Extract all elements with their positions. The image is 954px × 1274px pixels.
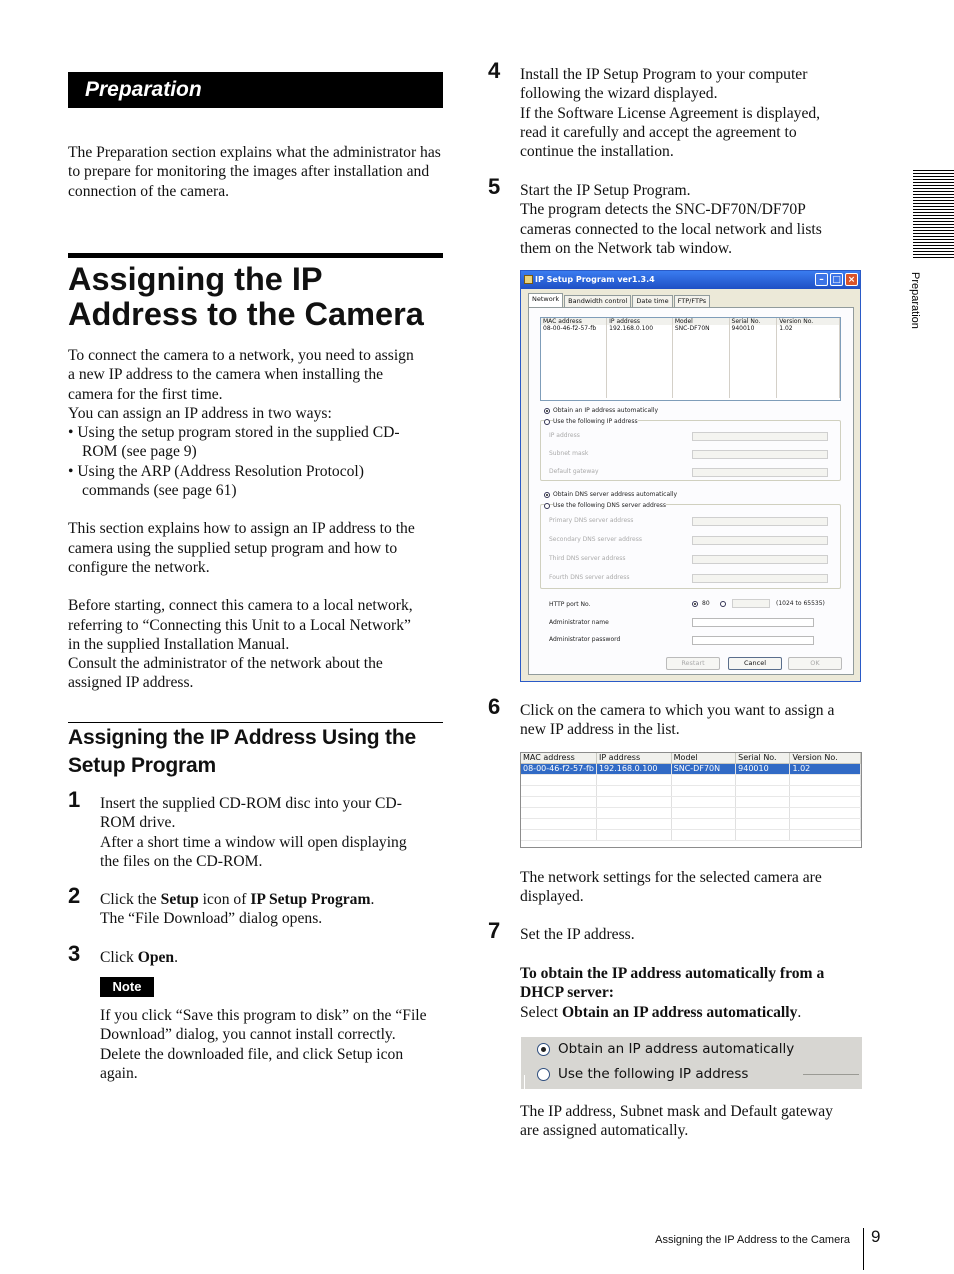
dns2-field <box>692 536 828 545</box>
restart-button: Restart <box>666 657 720 670</box>
footer-rule <box>863 1228 864 1270</box>
cancel-button: Cancel <box>728 657 782 670</box>
table-header <box>521 753 861 764</box>
admin-name-field <box>692 618 814 627</box>
tab-bandwidth: Bandwidth control <box>564 295 631 307</box>
step-2-text <box>100 890 450 929</box>
dialog-title: IP Setup Program ver1.3.4 <box>535 275 655 284</box>
step-line: Install the IP Setup Program to your computer <box>520 66 808 83</box>
step-number: 7 <box>488 918 501 943</box>
camera-table <box>540 317 841 401</box>
field-label: Fourth DNS server address <box>549 574 630 581</box>
step-1-text <box>100 794 450 871</box>
field-label: Third DNS server address <box>549 555 626 562</box>
para3-line: referring to “Connecting this Unit to a Local Network” <box>68 616 411 634</box>
bullet-item <box>68 462 453 501</box>
step-number: 2 <box>68 883 81 908</box>
dialog-tabs <box>528 295 711 307</box>
subheading-line1: Assigning the IP Address Using the <box>68 726 416 749</box>
close-icon: × <box>845 273 858 286</box>
col-header: Model <box>672 318 729 325</box>
bullet-line: • Using the ARP (Address Resolution Protocol) <box>68 462 364 480</box>
http-custom-radio <box>720 601 726 607</box>
field-label: Secondary DNS server address <box>549 536 642 543</box>
bullet-line: ROM (see page 9) <box>82 443 197 461</box>
note-text <box>100 1006 450 1083</box>
network-panel <box>528 307 854 675</box>
tab-ftp: FTP/FTPs <box>674 295 711 307</box>
step-7-text: Set the IP address. <box>520 926 635 943</box>
table-row-selected <box>521 764 861 775</box>
intro-paragraph: The Preparation section explains what the administrator has to prepare for monitoring the images after installation and connection of the camera. <box>68 144 441 200</box>
dns4-field <box>692 574 828 583</box>
dhcp-heading-line: DHCP server: <box>520 984 614 1002</box>
use-following-label: Use the following IP address <box>558 1066 749 1082</box>
footer-title: Assigning the IP Address to the Camera <box>655 1234 850 1246</box>
subheading <box>68 724 448 780</box>
subheading-line2: Setup Program <box>68 754 216 777</box>
cell: 940010 <box>736 764 790 775</box>
step-line: After a short time a window will open displaying <box>100 833 407 851</box>
obtain-auto-label: Obtain an IP address automatically <box>558 1041 795 1057</box>
para2-line: configure the network. <box>68 558 210 576</box>
cell: 940010 <box>729 325 777 332</box>
gateway-field <box>692 468 828 477</box>
para3-line: in the supplied Installation Manual. <box>68 635 290 653</box>
para1-line: To connect the camera to a network, you need to assign <box>68 347 414 364</box>
col-header: IP address <box>607 318 673 325</box>
col-header: Version No. <box>790 753 861 764</box>
http-port-label: HTTP port No. <box>549 601 591 608</box>
step-line: The “File Download” dialog opens. <box>100 910 323 928</box>
side-tab-label: Preparation <box>909 272 921 329</box>
text-line: displayed. <box>520 888 584 906</box>
cell: SNC-DF70N <box>671 764 736 775</box>
dns-auto-radio <box>544 492 550 498</box>
step-line: the files on the CD-ROM. <box>100 852 263 870</box>
obtain-auto-radio <box>537 1043 550 1056</box>
bullet-line: • Using the setup program stored in the supplied CD- <box>68 424 400 442</box>
para2-line: This section explains how to assign an IP address to the <box>68 520 415 538</box>
tab-network: Network <box>528 293 563 307</box>
ip-address-field <box>692 432 828 441</box>
dhcp-heading-line: To obtain the IP address automatically from a <box>520 965 825 982</box>
cell: 08-00-46-f2-57-fb <box>541 325 607 332</box>
after-list-text <box>520 868 870 907</box>
cell: 1.02 <box>777 325 840 332</box>
cell: 08-00-46-f2-57-fb <box>521 764 596 775</box>
note-line: Delete the downloaded file, and click Setup icon <box>100 1045 404 1063</box>
bullet-line: commands (see page 61) <box>82 482 237 500</box>
step-number: 6 <box>488 694 501 719</box>
text-line: The network settings for the selected camera are <box>520 869 822 886</box>
col-header: IP address <box>596 753 671 764</box>
side-tab-lines <box>913 170 954 260</box>
field-label: Primary DNS server address <box>549 517 634 524</box>
cell: 192.168.0.100 <box>596 764 671 775</box>
ip-auto-radio <box>544 408 550 414</box>
body-text-block <box>68 346 453 693</box>
step-5-text <box>520 181 870 258</box>
ip-auto-label: Obtain an IP address automatically <box>553 407 659 414</box>
step-number: 1 <box>68 787 81 812</box>
radio-options-screenshot <box>521 1037 862 1089</box>
step-line: Click on the camera to which you want to assign a <box>520 702 835 719</box>
dns-auto-label: Obtain DNS server address automatically <box>553 491 678 498</box>
dns3-field <box>692 555 828 564</box>
maximize-icon: □ <box>830 273 843 286</box>
text-line: The IP address, Subnet mask and Default gateway <box>520 1103 833 1120</box>
dialog-titlebar <box>521 271 860 289</box>
ip-manual-label: Use the following IP address <box>553 418 638 425</box>
step-line: read it carefully and accept the agreement to <box>520 123 797 141</box>
subnet-field <box>692 450 828 459</box>
table-row <box>541 325 840 332</box>
minimize-icon: – <box>815 273 828 286</box>
ip-manual-radio <box>544 419 550 425</box>
field-label: Default gateway <box>549 468 599 475</box>
step-line: them on the Network tab window. <box>520 239 733 257</box>
admin-name-label: Administrator name <box>549 619 609 626</box>
ok-button: OK <box>788 657 842 670</box>
dhcp-instructions <box>520 964 870 1022</box>
step-line: ROM drive. <box>100 814 176 832</box>
subheading-rule <box>68 722 443 723</box>
dns-manual-label: Use the following DNS server address <box>553 502 667 509</box>
col-header: MAC address <box>521 753 596 764</box>
http-80-radio <box>692 601 698 607</box>
ip-setup-dialog-screenshot <box>520 270 861 682</box>
cell: SNC-DF70N <box>672 325 729 332</box>
note-label: Note <box>100 977 154 997</box>
use-following-radio <box>537 1068 550 1081</box>
step-number: 3 <box>68 941 81 966</box>
http-range-label: (1024 to 65535) <box>776 600 825 607</box>
dns-manual-radio <box>544 503 550 509</box>
page-number: 9 <box>871 1227 881 1246</box>
final-text <box>520 1102 870 1141</box>
para1-line: camera for the first time. <box>68 385 223 403</box>
page-title <box>68 262 448 332</box>
cell: 1.02 <box>790 764 861 775</box>
step-line: new IP address in the list. <box>520 721 680 739</box>
app-icon <box>524 275 533 284</box>
note-line: again. <box>100 1064 138 1082</box>
table-header <box>541 318 840 325</box>
col-header: MAC address <box>541 318 607 325</box>
para1b: You can assign an IP address in two ways: <box>68 404 332 422</box>
para3-line: Consult the administrator of the network about the <box>68 655 383 673</box>
dhcp-select-line: Select Obtain an IP address automatically. <box>520 1003 802 1021</box>
step-6-text <box>520 701 870 740</box>
cell: 192.168.0.100 <box>607 325 673 332</box>
section-banner: Preparation <box>68 72 443 108</box>
col-header: Serial No. <box>729 318 777 325</box>
admin-password-label: Administrator password <box>549 636 621 643</box>
step-line: continue the installation. <box>520 143 674 161</box>
col-header: Version No. <box>777 318 840 325</box>
step-line: Start the IP Setup Program. <box>520 182 691 199</box>
para3-line: Before starting, connect this camera to a local network, <box>68 597 413 615</box>
field-label: Subnet mask <box>549 450 589 457</box>
step-line: The program detects the SNC-DF70N/DF70P <box>520 201 806 219</box>
bullet-item <box>68 423 453 462</box>
field-label: IP address <box>549 432 580 439</box>
http-80-label: 80 <box>702 600 710 607</box>
step-number: 4 <box>488 58 501 83</box>
step-3-text: Click Open. <box>100 949 178 966</box>
text-line: are assigned automatically. <box>520 1122 689 1140</box>
admin-password-field <box>692 636 814 645</box>
step-number: 5 <box>488 174 501 199</box>
note-line: If you click “Save this program to disk” on the “File <box>100 1007 427 1024</box>
step-line: Insert the supplied CD-ROM disc into your CD- <box>100 795 402 812</box>
step-line: following the wizard displayed. <box>520 85 718 103</box>
col-header: Model <box>671 753 736 764</box>
para3-line: assigned IP address. <box>68 674 194 692</box>
step-line: cameras connected to the local network and lists <box>520 220 822 238</box>
camera-list-screenshot <box>520 752 862 848</box>
dns1-field <box>692 517 828 526</box>
note-line: Download” dialog, you cannot install correctly. <box>100 1026 396 1044</box>
heading-rule <box>68 253 443 258</box>
para1-line: a new IP address to the camera when installing the <box>68 366 384 384</box>
step-line: Click the Setup icon of IP Setup Program. <box>100 891 375 908</box>
page-title-line2: Address to the Camera <box>68 296 424 332</box>
para2-line: camera using the supplied setup program and how to <box>68 539 398 557</box>
col-header: Serial No. <box>736 753 790 764</box>
step-4-text <box>520 65 870 161</box>
tab-date-time: Date time <box>632 295 672 307</box>
page-title-line1: Assigning the IP <box>68 261 323 297</box>
step-line: If the Software License Agreement is displayed, <box>520 104 821 122</box>
http-port-field <box>732 599 770 608</box>
